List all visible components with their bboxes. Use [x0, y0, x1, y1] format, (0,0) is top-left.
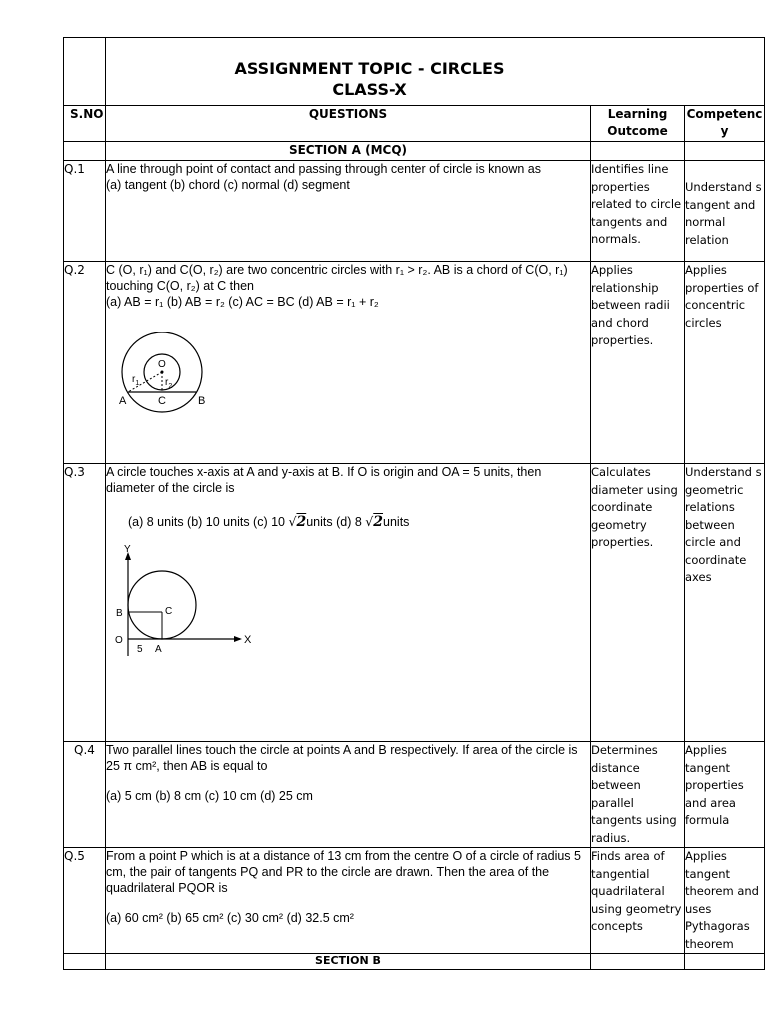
question-options: (a) 60 cm² (b) 65 cm² (c) 30 cm² (d) 32.5 cm² — [106, 911, 354, 925]
question-cell — [106, 742, 591, 848]
question-options: (a) tangent (b) chord (c) normal (d) segment — [106, 178, 350, 192]
question-cell — [106, 262, 591, 464]
question-cell — [106, 161, 591, 262]
assignment-table — [63, 37, 765, 970]
section-a-heading: SECTION A (MCQ) — [106, 142, 591, 161]
question-row-1 — [64, 161, 765, 262]
label-a: A — [155, 644, 162, 655]
section-b-row — [64, 954, 765, 970]
question-options: (a) 8 units (b) 10 units (c) 10 √2units (d) 8 √2units — [128, 514, 410, 530]
label-o: O — [158, 359, 166, 370]
question-cell — [106, 464, 591, 742]
question-number: Q.1 — [64, 161, 106, 262]
section-a-row — [64, 142, 765, 161]
learning-outcome: Applies relationship between radii and chord properties. — [591, 262, 685, 464]
question-number: Q.3 — [64, 464, 106, 742]
question-row-5 — [64, 848, 765, 954]
label-b: B — [116, 608, 123, 619]
header-sno: S.NO — [64, 106, 106, 142]
coordinate-circle-figure — [110, 544, 260, 664]
competency: Applies tangent properties and area formula — [685, 742, 765, 848]
label-five: 5 — [137, 644, 143, 655]
label-r1: $r_1$ — [132, 374, 140, 387]
label-o: O — [115, 635, 123, 646]
concentric-circles-figure — [114, 332, 224, 422]
section-a-blank — [64, 142, 106, 161]
learning-outcome: Identifies line properties related to circle tangents and normals. — [591, 161, 685, 262]
label-b: B — [198, 395, 206, 407]
question-text: A line through point of contact and passing through center of circle is known as — [106, 162, 541, 176]
title-blank-cell — [64, 38, 106, 106]
title-line-1: ASSIGNMENT TOPIC - CIRCLES — [234, 59, 505, 78]
learning-outcome: Finds area of tangential quadrilateral using geometry concepts — [591, 848, 685, 954]
section-b-blank-2 — [591, 954, 685, 970]
question-options: (a) AB = r₁ (b) AB = r₂ (c) AC = BC (d) AB = r₁ + r₂ — [106, 295, 379, 309]
page-title — [106, 38, 633, 100]
question-options: (a) 5 cm (b) 8 cm (c) 10 cm (d) 25 cm — [106, 789, 313, 803]
question-text: Two parallel lines touch the circle at points A and B respectively. If area of the circle is 25 π cm², then AB is equal to — [106, 743, 578, 773]
header-questions: QUESTIONS — [106, 106, 591, 142]
question-row-2 — [64, 262, 765, 464]
section-a-blank-3 — [685, 142, 765, 161]
label-y: Y — [124, 544, 131, 555]
title-row — [64, 38, 765, 106]
header-learning-outcome: Learning Outcome — [591, 106, 685, 142]
section-a-blank-2 — [591, 142, 685, 161]
learning-outcome: Determines distance between parallel tangents using radius. — [591, 742, 685, 848]
question-number: Q.5 — [64, 848, 106, 954]
competency: Applies tangent theorem and uses Pythagoras theorem — [685, 848, 765, 954]
competency: Understand s tangent and normal relation — [685, 161, 765, 262]
section-b-heading: SECTION B — [106, 954, 591, 970]
section-b-blank-3 — [685, 954, 765, 970]
label-a: A — [119, 395, 127, 407]
header-competency: Competenc y — [685, 106, 765, 142]
question-row-4 — [64, 742, 765, 848]
question-text: From a point P which is at a distance of 13 cm from the centre O of a circle of radius 5 cm, the pair of tangents PQ and PR to the circle are drawn. Then the area of the quadrilateral PQOR is — [106, 849, 581, 895]
question-row-3 — [64, 464, 765, 742]
label-x: X — [244, 634, 252, 646]
learning-outcome: Calculates diameter using coordinate geometry properties. — [591, 464, 685, 742]
section-b-blank — [64, 954, 106, 970]
question-number: Q.4 — [64, 742, 106, 848]
label-r2: $r_2$ — [165, 377, 173, 390]
competency: Understand s geometric relations between circle and coordinate axes — [685, 464, 765, 742]
label-c: C — [158, 395, 166, 407]
center-point — [161, 371, 164, 374]
title-cell — [106, 38, 765, 106]
label-c: C — [165, 606, 173, 617]
x-arrow-icon — [234, 636, 242, 642]
title-line-2: CLASS-X — [332, 80, 407, 99]
question-text: A circle touches x-axis at A and y-axis at B. If O is origin and OA = 5 units, then diameter of the circle is — [106, 465, 542, 495]
header-row — [64, 106, 765, 142]
question-number: Q.2 — [64, 262, 106, 464]
question-text: C (O, r₁) and C(O, r₂) are two concentric circles with r₁ > r₂. AB is a chord of C(O, r₁) touching C(O, r₂) at C then — [106, 263, 568, 293]
competency: Applies properties of concentric circles — [685, 262, 765, 464]
question-cell — [106, 848, 591, 954]
